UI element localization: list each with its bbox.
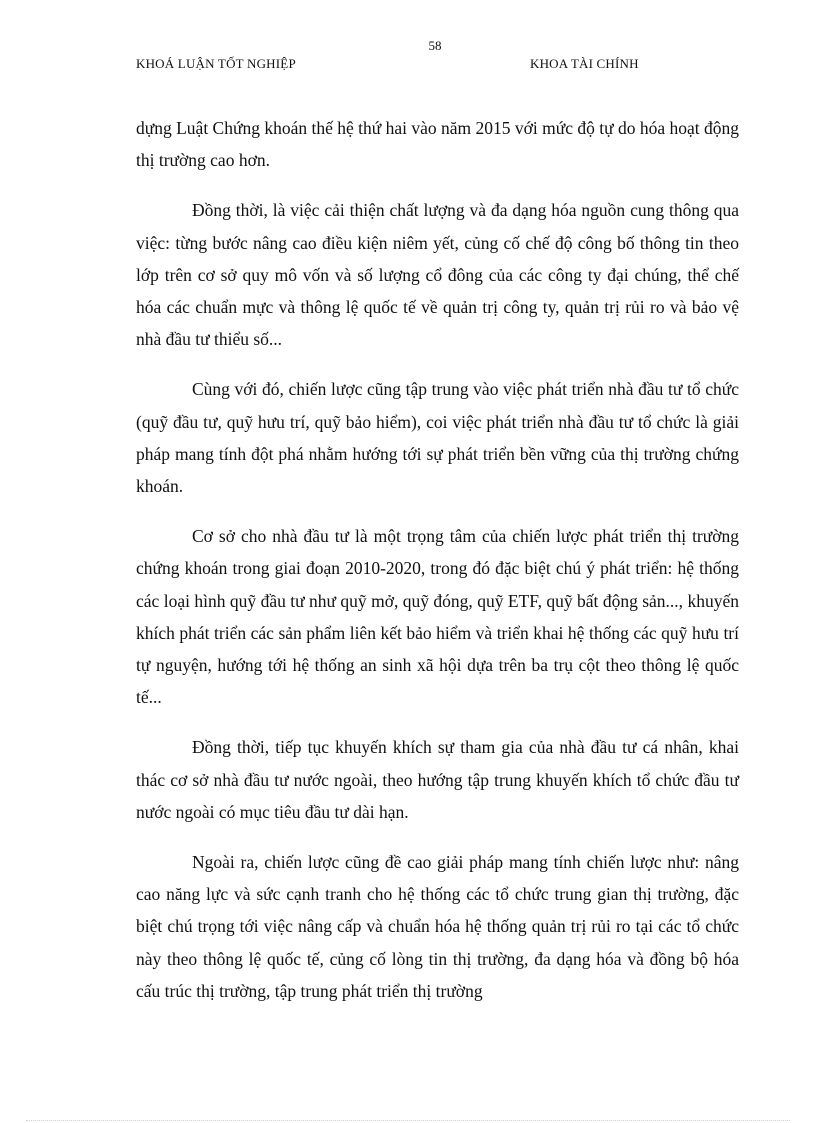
- paragraph-continuation: dựng Luật Chứng khoán thế hệ thứ hai vào năm 2015 với mức độ tự do hóa hoạt động thị trường cao hơn.: [136, 118, 739, 171]
- document-body: [136, 112, 739, 1025]
- paragraph: Ngoài ra, chiến lược cũng đề cao giải pháp mang tính chiến lược như: nâng cao năng lực và sức cạnh tranh cho hệ thống các tổ chức trung gian thị trường, đặc biệt chú trọng tới việc nâng cấp và chuẩn hóa hệ thống quản trị rủi ro tại các tổ chức này theo thông lệ quốc tế, củng cố lòng tin thị trường, đa dạng hóa và đồng bộ hóa cấu trúc thị trường, tập trung phát triển thị trường: [136, 852, 739, 1001]
- page-bottom-divider: [26, 1120, 790, 1121]
- header-thesis-title: KHOÁ LUẬN TỐT NGHIỆP: [136, 56, 296, 71]
- paragraph: Cùng với đó, chiến lược cũng tập trung vào việc phát triển nhà đầu tư tổ chức (quỹ đầu tư, quỹ hưu trí, quỹ bảo hiểm), coi việc phát triển nhà đầu tư tổ chức là giải pháp mang tính đột phá nhằm hướng tới sự phát triển bền vững của thị trường chứng khoán.: [136, 379, 739, 497]
- page-number: 58: [428, 38, 442, 53]
- paragraph: Đồng thời, tiếp tục khuyến khích sự tham gia của nhà đầu tư cá nhân, khai thác cơ sở nhà đầu tư nước ngoài, theo hướng tập trung khuyến khích tổ chức đầu tư nước ngoài có mục tiêu đầu tư dài hạn.: [136, 737, 739, 822]
- paragraph: Cơ sở cho nhà đầu tư là một trọng tâm của chiến lược phát triển thị trường chứng khoán trong giai đoạn 2010-2020, trong đó đặc biệt chú ý phát triển: hệ thống các loại hình quỹ đầu tư như quỹ mở, quỹ đóng, quỹ ETF, quỹ bất động sản..., khuyến khích phát triển các sản phẩm liên kết bảo hiểm và triển khai hệ thống các quỹ hưu trí tự nguyện, hướng tới hệ thống an sinh xã hội dựa trên ba trụ cột theo thông lệ quốc tế...: [136, 526, 739, 708]
- paragraph: Đồng thời, là việc cải thiện chất lượng và đa dạng hóa nguồn cung thông qua việc: từng bước nâng cao điều kiện niêm yết, củng cố chế độ công bố thông tin theo lớp trên cơ sở quy mô vốn và số lượng cổ đông của các công ty đại chúng, thể chế hóa các chuẩn mực và thông lệ quốc tế về quản trị công ty, quản trị rủi ro và bảo vệ nhà đầu tư thiểu số...: [136, 200, 739, 350]
- header-faculty-name: KHOA TÀI CHÍNH: [530, 56, 639, 71]
